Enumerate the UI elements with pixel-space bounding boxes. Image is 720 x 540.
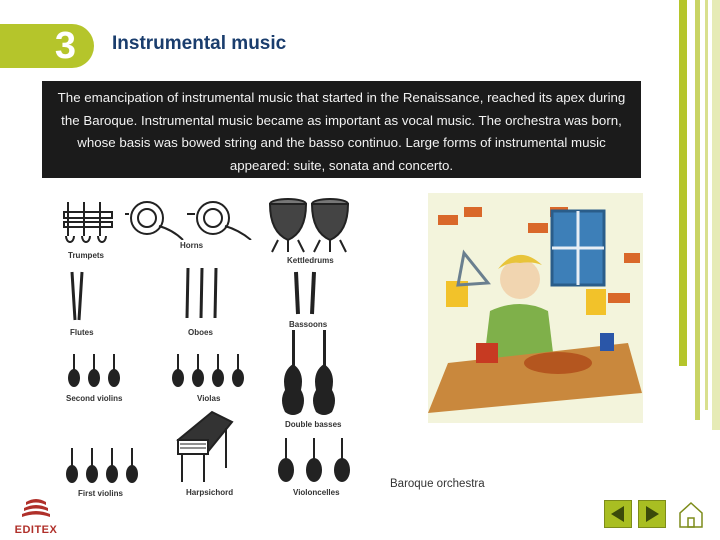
kettledrums-label: Kettledrums (287, 256, 334, 265)
bassoons-icon (288, 268, 328, 318)
kettledrums-icon (268, 196, 352, 254)
violoncelles-icon (276, 436, 356, 486)
luthier-illustration (428, 193, 643, 423)
horns-label: Horns (180, 241, 204, 250)
double-basses-icon (280, 328, 340, 418)
second-violins-icon (64, 352, 124, 388)
info-box: The emancipation of instrumental music that started in the Renaissance, reached its apex during the Baroque. Instrumental music became as important as vocal music. The orchestra was born, whose basis was bowed string and the basso continuo. Large forms of instrumental music appeared: suite, sonata and concerto. (42, 81, 641, 178)
section-number-tab (0, 24, 94, 68)
oboes-icon (182, 266, 224, 322)
first-violins-icon (64, 446, 144, 484)
page-title: Instrumental music (112, 33, 287, 54)
trumpets-label: Trumpets (68, 251, 105, 260)
next-button[interactable] (638, 500, 666, 528)
violoncelles-label: Violoncelles (293, 488, 340, 497)
illustration-caption: Baroque orchestra (390, 478, 485, 490)
decorative-rule (712, 0, 720, 430)
home-button[interactable] (677, 500, 705, 528)
double-basses-label: Double basses (285, 420, 342, 429)
violas-label: Violas (197, 394, 221, 403)
section-number: 3 (54, 25, 76, 67)
first-violins-label: First violins (78, 489, 123, 498)
previous-button[interactable] (604, 500, 632, 528)
home-icon (678, 501, 704, 529)
editex-logo (8, 498, 64, 536)
second-violins-label: Second violins (66, 394, 123, 403)
horns-icon (125, 198, 260, 240)
flutes-icon (68, 270, 88, 322)
bassoons-label: Bassoons (289, 320, 328, 329)
violas-icon (170, 352, 250, 388)
flutes-label: Flutes (70, 328, 94, 337)
editex-logo-text: EDITEX (14, 524, 58, 536)
harpsichord-label: Harpsichord (186, 488, 234, 497)
oboes-label: Oboes (188, 328, 213, 337)
decorative-rule (705, 0, 708, 410)
decorative-rule (695, 0, 700, 420)
decorative-rule (679, 0, 687, 366)
triangle-left-icon (605, 501, 631, 527)
harpsichord-icon (172, 410, 236, 484)
triangle-right-icon (639, 501, 665, 527)
editex-emblem-icon (8, 498, 64, 524)
trumpets-icon (60, 198, 120, 250)
